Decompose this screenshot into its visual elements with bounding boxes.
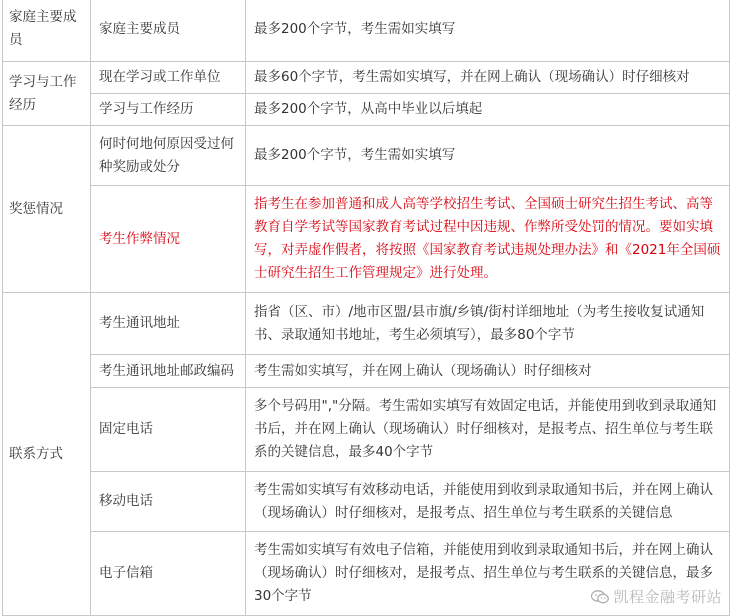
registration-info-table bbox=[2, 0, 730, 616]
desc-cell-reward: 最多200个字节，考生需如实填写 bbox=[246, 126, 730, 186]
category-cell-contact: 联系方式 bbox=[3, 293, 91, 616]
item-cell-study: 学习与工作经历 bbox=[91, 94, 246, 126]
category-cell-family: 家庭主要成员 bbox=[3, 0, 91, 62]
category-cell-study: 学习与工作经历 bbox=[3, 62, 91, 126]
watermark bbox=[591, 586, 722, 607]
item-cell-phone: 固定电话 bbox=[91, 388, 246, 472]
table-row bbox=[3, 126, 730, 186]
table-row bbox=[3, 0, 730, 62]
desc-cell-mobile: 考生需如实填写有效移动电话，并能使用到收到录取通知书后，并在网上确认（现场确认）时仔细核对，是报考点、招生单位与考生联系的关键信息 bbox=[246, 472, 730, 532]
table-row bbox=[3, 472, 730, 532]
table-row bbox=[3, 62, 730, 94]
item-cell-address: 考生通讯地址 bbox=[91, 293, 246, 355]
desc-cell-address: 指省（区、市）/地市区盟/县市旗/乡镇/街村详细地址（为考生接收复试通知书、录取通知书地址，考生必须填写），最多80个字节 bbox=[246, 293, 730, 355]
table-row bbox=[3, 388, 730, 472]
table-row bbox=[3, 355, 730, 388]
category-cell-reward: 奖惩情况 bbox=[3, 126, 91, 293]
watermark-text: 凯程金融考研站 bbox=[613, 588, 722, 606]
item-cell-email: 电子信箱 bbox=[91, 532, 246, 616]
desc-cell-phone: 多个号码用","分隔。考生需如实填写有效固定电话，并能使用到收到录取通知书后，并在网上确认（现场确认）时仔细核对，是报考点、招生单位与考生联系的关键信息，最多40个字节 bbox=[246, 388, 730, 472]
item-cell-reward: 何时何地何原因受过何种奖励或处分 bbox=[91, 126, 246, 186]
item-cell-family: 家庭主要成员 bbox=[91, 0, 246, 62]
table-row bbox=[3, 186, 730, 293]
desc-cell-study: 最多200个字节，从高中毕业以后填起 bbox=[246, 94, 730, 126]
desc-cell-current-unit: 最多60个字节，考生需如实填写，并在网上确认（现场确认）时仔细核对 bbox=[246, 62, 730, 94]
item-cell-mobile: 移动电话 bbox=[91, 472, 246, 532]
item-cell-zip: 考生通讯地址邮政编码 bbox=[91, 355, 246, 388]
desc-cell-zip: 考生需如实填写，并在网上确认（现场确认）时仔细核对 bbox=[246, 355, 730, 388]
item-cell-current-unit: 现在学习或工作单位 bbox=[91, 62, 246, 94]
table-row bbox=[3, 94, 730, 126]
wechat-icon bbox=[591, 590, 609, 604]
table-row bbox=[3, 293, 730, 355]
desc-cell-cheat: 指考生在参加普通和成人高等学校招生考试、全国硕士研究生招生考试、高等教育自学考试等国家教育考试过程中因违规、作弊所受处罚的情况。要如实填写，对弄虚作假者，将按照《国家教育考试违规处理办法》和《2021年全国硕士研究生招生工作管理规定》进行处理。 bbox=[246, 186, 730, 293]
item-cell-cheat: 考生作弊情况 bbox=[91, 186, 246, 293]
desc-cell-family: 最多200个字节，考生需如实填写 bbox=[246, 0, 730, 62]
desc-cell-email: 考生需如实填写有效电子信箱，并能使用到收到录取通知书后，并在网上确认（现场确认）时仔细核对，是报考点、招生单位与考生联系的关键信息，最多30个字节 bbox=[246, 532, 730, 616]
